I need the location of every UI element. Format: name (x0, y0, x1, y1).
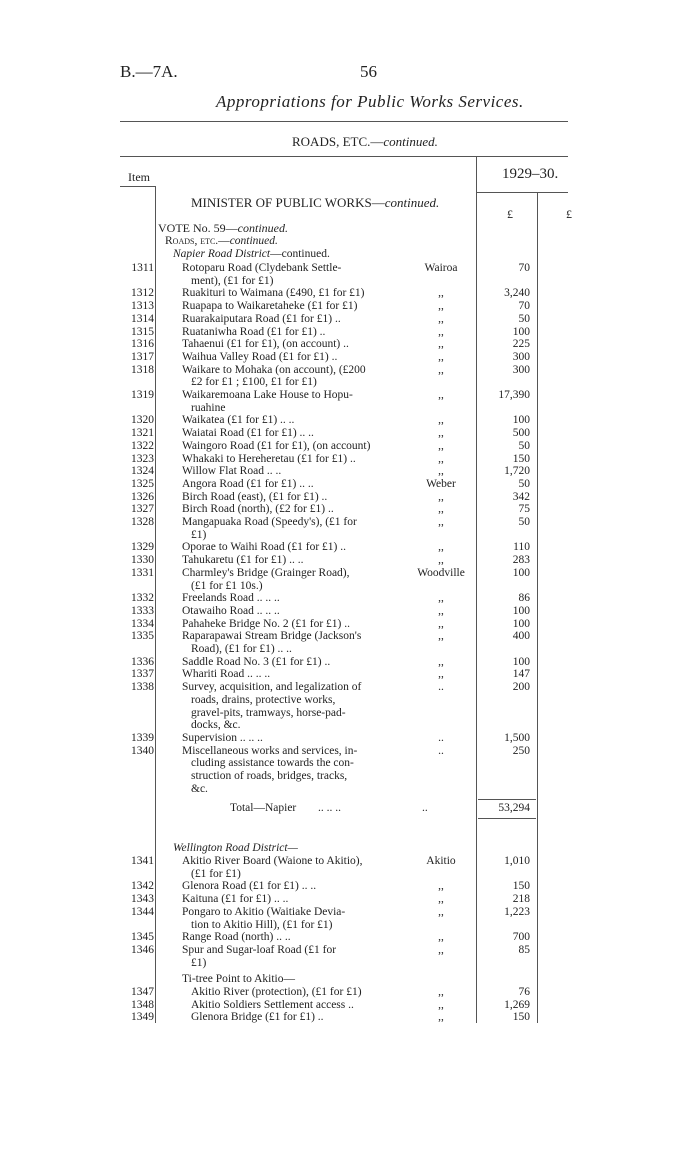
section-title: ROADS, ETC.—continued. (292, 134, 438, 149)
district-name: ,, (438, 350, 444, 363)
district-name: .. (438, 681, 444, 694)
amount-value: 50 (518, 516, 530, 528)
item-description: Otawaiho Road .. .. .. (182, 604, 280, 617)
item-number: 1315 (131, 325, 154, 338)
item-description: roads, drains, protective works, (191, 693, 336, 706)
district-name: ,, (438, 427, 444, 440)
item-description: Birch Road (east), (£1 for £1) .. (182, 490, 328, 503)
ministry-heading: MINISTER OF PUBLIC WORKS—continued. (191, 195, 440, 210)
item-description: Road), (£1 for £1) .. .. (191, 643, 292, 655)
amount-value: 110 (513, 541, 530, 554)
item-description: Tahaenui (£1 for £1), (on account) .. (182, 338, 349, 351)
district-name: .. (438, 731, 444, 744)
amount-value: 1,269 (504, 998, 530, 1011)
item-description: Miscellaneous works and services, in- (182, 744, 358, 757)
item-description: Ruataniwha Road (£1 for £1) .. (182, 325, 326, 338)
item-description: gravel-pits, tramways, horse-pad- (191, 706, 346, 719)
amount-value: 500 (512, 427, 530, 440)
item-description: Ruakituri to Waimana (£490, £1 for £1) (182, 287, 365, 300)
amount-value: 50 (518, 477, 530, 490)
vote-heading: VOTE No. 59—continued. (158, 221, 288, 235)
item-description: struction of roads, bridges, tracks, (191, 770, 348, 782)
item-description: Raparapawai Stream Bridge (Jackson's (182, 630, 362, 643)
item-description: cluding assistance towards the con- (191, 757, 354, 770)
item-number: 1314 (131, 312, 154, 325)
item-description: Mangapuaka Road (Speedy's), (£1 for (182, 516, 357, 528)
amount-value: 300 (512, 350, 530, 363)
item-number: 1318 (131, 363, 154, 376)
amount-value: 150 (512, 880, 530, 893)
amount-value: 225 (512, 338, 530, 351)
district-name: Weber (426, 477, 456, 490)
amount-value: 70 (518, 262, 530, 274)
item-header-rule (120, 186, 155, 187)
item-number: 1343 (131, 893, 154, 906)
district-name: ,, (438, 554, 444, 567)
amount-value: 150 (512, 452, 530, 465)
item-number: 1311 (131, 262, 154, 274)
amount-column-rule (476, 156, 477, 1023)
item-number: 1336 (131, 655, 154, 668)
district-name: ,, (438, 541, 444, 554)
district-name: ,, (438, 312, 444, 325)
item-description: Charmley's Bridge (Grainger Road), (182, 566, 350, 579)
item-number: 1342 (131, 880, 154, 893)
total-bottom-rule (478, 818, 536, 819)
item-number: 1323 (131, 452, 154, 465)
item-description: Tahukaretu (£1 for £1) .. .. (182, 554, 304, 567)
item-description: Kaituna (£1 for £1) .. .. (182, 893, 289, 906)
item-description: £1) (191, 528, 207, 541)
item-number: 1339 (131, 731, 154, 744)
district-name: ,, (438, 655, 444, 668)
item-description: Akitio River Board (Waione to Akitio), (182, 855, 363, 867)
item-description: £2 for £1 ; £100, £1 for £1) (191, 376, 317, 389)
amount-value: 218 (512, 893, 530, 906)
item-number: 1337 (131, 668, 154, 681)
amount-value: 342 (512, 490, 530, 503)
item-number: 1348 (131, 998, 154, 1011)
item-description: £1) (191, 956, 207, 969)
item-number: 1325 (131, 477, 154, 490)
district-name: ,, (438, 414, 444, 427)
item-description: Rotoparu Road (Clydebank Settle- (182, 262, 342, 274)
amount-value: 75 (518, 503, 530, 516)
item-description: Willow Flat Road .. .. (182, 465, 282, 478)
district-name: ,, (438, 338, 444, 351)
item-description: (£1 for £1 10s.) (191, 579, 263, 592)
amount-value: 100 (512, 414, 530, 427)
item-number: 1333 (131, 604, 154, 617)
total-top-rule (478, 799, 536, 800)
item-number: 1329 (131, 541, 154, 554)
item-number: 1324 (131, 465, 154, 478)
amount-value: 17,390 (498, 389, 530, 401)
amount-value: 283 (512, 554, 530, 567)
district-name: ,, (438, 465, 444, 478)
amount-value: 1,223 (504, 905, 530, 918)
amount-value: 300 (512, 363, 530, 376)
item-number: 1340 (131, 744, 154, 757)
item-column-header: Item (128, 170, 150, 184)
item-description: Waikaremoana Lake House to Hopu- (182, 389, 353, 401)
item-number: 1316 (131, 338, 154, 351)
item-description: Waihua Valley Road (£1 for £1) .. (182, 350, 338, 363)
item-number: 1322 (131, 439, 154, 452)
item-number: 1326 (131, 490, 154, 503)
item-description: Birch Road (north), (£2 for £1) .. (182, 503, 334, 516)
title-rule (120, 121, 568, 122)
year-header-rule (476, 192, 568, 193)
total-leader-dots: .. .. .. (318, 802, 341, 814)
item-description: Waiatai Road (£1 for £1) .. .. (182, 427, 314, 440)
item-description: ment), (£1 for £1) (191, 274, 274, 287)
district-name: ,, (438, 363, 444, 376)
amount-value: 100 (512, 566, 530, 579)
wellington-district-heading: Wellington Road District— (173, 842, 298, 854)
amount-value: 1,010 (504, 855, 530, 867)
amount-value: 1,720 (504, 465, 530, 478)
roads-heading: Roads, etc.—continued. (165, 235, 278, 247)
amount-value: 76 (518, 986, 530, 998)
item-number: 1312 (131, 287, 154, 300)
district-name: ,, (438, 516, 444, 528)
item-number: 1344 (131, 905, 154, 918)
item-description: Glenora Road (£1 for £1) .. .. (182, 880, 317, 893)
item-description: Akitio River (protection), (£1 for £1) (191, 986, 362, 998)
item-description: docks, &c. (191, 719, 241, 732)
pound-symbol-1: £ (507, 207, 513, 221)
district-name: ,, (438, 389, 444, 401)
district-name: ,, (438, 1011, 444, 1024)
amount-value: 100 (512, 604, 530, 617)
item-number: 1320 (131, 414, 154, 427)
item-description: Waikatea (£1 for £1) .. .. (182, 414, 295, 427)
item-description: tion to Akitio Hill), (£1 for £1) (191, 918, 333, 931)
item-number: 1349 (131, 1011, 154, 1024)
total-district-dots: .. (422, 802, 428, 814)
district-name: ,, (438, 998, 444, 1011)
amount-value: 100 (512, 325, 530, 338)
district-name: ,, (438, 287, 444, 300)
item-number: 1331 (131, 566, 154, 579)
item-description: Survey, acquisition, and legalization of (182, 681, 362, 694)
item-description: Ruarakaiputara Road (£1 for £1) .. (182, 312, 341, 325)
item-description: Glenora Bridge (£1 for £1) .. (191, 1011, 324, 1024)
item-description: Spur and Sugar-loaf Road (£1 for (182, 943, 337, 956)
district-name: ,, (438, 452, 444, 465)
amount-value: 400 (512, 630, 530, 643)
district-name: ,, (438, 490, 444, 503)
item-description: Pongaro to Akitio (Waitiake Devia- (182, 905, 346, 918)
napier-district-heading: Napier Road District—continued. (173, 248, 330, 260)
district-name: ,, (438, 880, 444, 893)
item-column-rule (155, 186, 156, 1023)
item-description: Supervision .. .. .. (182, 731, 263, 744)
item-number: 1330 (131, 554, 154, 567)
amount-value: 1,500 (504, 731, 530, 744)
document-reference: B.—7A. (120, 62, 178, 81)
amount-value: 50 (518, 312, 530, 325)
item-description: Akitio Soldiers Settlement access .. (191, 998, 354, 1011)
amount-value: 86 (518, 592, 530, 605)
amount-value: 100 (512, 617, 530, 630)
amount-value: 70 (518, 300, 530, 313)
item-description: Whariti Road .. .. .. (182, 668, 271, 681)
pound-symbol-2: £ (566, 207, 572, 221)
item-number: 1338 (131, 681, 154, 694)
amount-value: 700 (512, 931, 530, 944)
amount-subcolumn-rule (537, 192, 538, 1023)
district-name: .. (438, 744, 444, 757)
district-name: ,, (438, 931, 444, 944)
amount-value: 150 (512, 1011, 530, 1024)
item-number: 1317 (131, 350, 154, 363)
district-name: ,, (438, 630, 444, 643)
total-label: Total—Napier (230, 802, 297, 814)
amount-value: 250 (512, 744, 530, 757)
item-description: Waingoro Road (£1 for £1), (on account) (182, 439, 371, 452)
district-name: ,, (438, 325, 444, 338)
item-number: 1328 (131, 516, 154, 528)
item-description: &c. (191, 782, 208, 795)
district-name: ,, (438, 592, 444, 605)
amount-value: 100 (512, 655, 530, 668)
item-number: 1321 (131, 427, 154, 440)
item-number: 1335 (131, 630, 154, 643)
item-number: 1319 (131, 389, 154, 401)
amount-value: 85 (518, 943, 530, 956)
item-number: 1341 (131, 855, 154, 867)
item-description: Freelands Road .. .. .. (182, 592, 280, 605)
district-name: Woodville (417, 566, 465, 579)
item-description: Whakaki to Hereheretau (£1 for £1) .. (182, 452, 356, 465)
amount-value: 3,240 (504, 287, 530, 300)
item-number: 1346 (131, 943, 154, 956)
item-number: 1345 (131, 931, 154, 944)
item-number: 1347 (131, 986, 154, 998)
district-name: Akitio (426, 855, 456, 867)
amount-value: 200 (512, 681, 530, 694)
amount-value: 147 (512, 668, 530, 681)
district-name: ,, (438, 503, 444, 516)
district-name: ,, (438, 300, 444, 313)
district-name: ,, (438, 986, 444, 998)
page-title: Appropriations for Public Works Services. (216, 92, 524, 111)
item-description: Ruapapa to Waikaretaheke (£1 for £1) (182, 300, 358, 313)
item-description: ruahine (191, 401, 226, 414)
district-name: ,, (438, 668, 444, 681)
item-description: Waikare to Mohaka (on account), (£200 (182, 363, 366, 376)
year-column-header: 1929–30. (502, 166, 559, 182)
item-number: 1313 (131, 300, 154, 313)
titree-subheading: Ti-tree Point to Akitio— (182, 973, 295, 985)
item-number: 1327 (131, 503, 154, 516)
district-name: ,, (438, 604, 444, 617)
item-description: Pahaheke Bridge No. 2 (£1 for £1) .. (182, 617, 350, 630)
district-name: ,, (438, 905, 444, 918)
page-number: 56 (360, 62, 377, 81)
amount-value: 50 (518, 439, 530, 452)
total-amount: 53,294 (498, 802, 530, 814)
table-top-rule (120, 156, 568, 157)
item-number: 1332 (131, 592, 154, 605)
district-name: ,, (438, 943, 444, 956)
district-name: Wairoa (424, 262, 458, 274)
item-description: Range Road (north) .. .. (182, 931, 291, 944)
district-name: ,, (438, 439, 444, 452)
item-description: Saddle Road No. 3 (£1 for £1) .. (182, 655, 331, 668)
district-name: ,, (438, 617, 444, 630)
district-name: ,, (438, 893, 444, 906)
item-description: (£1 for £1) (191, 867, 241, 880)
item-number: 1334 (131, 617, 154, 630)
item-description: Angora Road (£1 for £1) .. .. (182, 477, 314, 490)
item-description: Oporae to Waihi Road (£1 for £1) .. (182, 541, 346, 554)
